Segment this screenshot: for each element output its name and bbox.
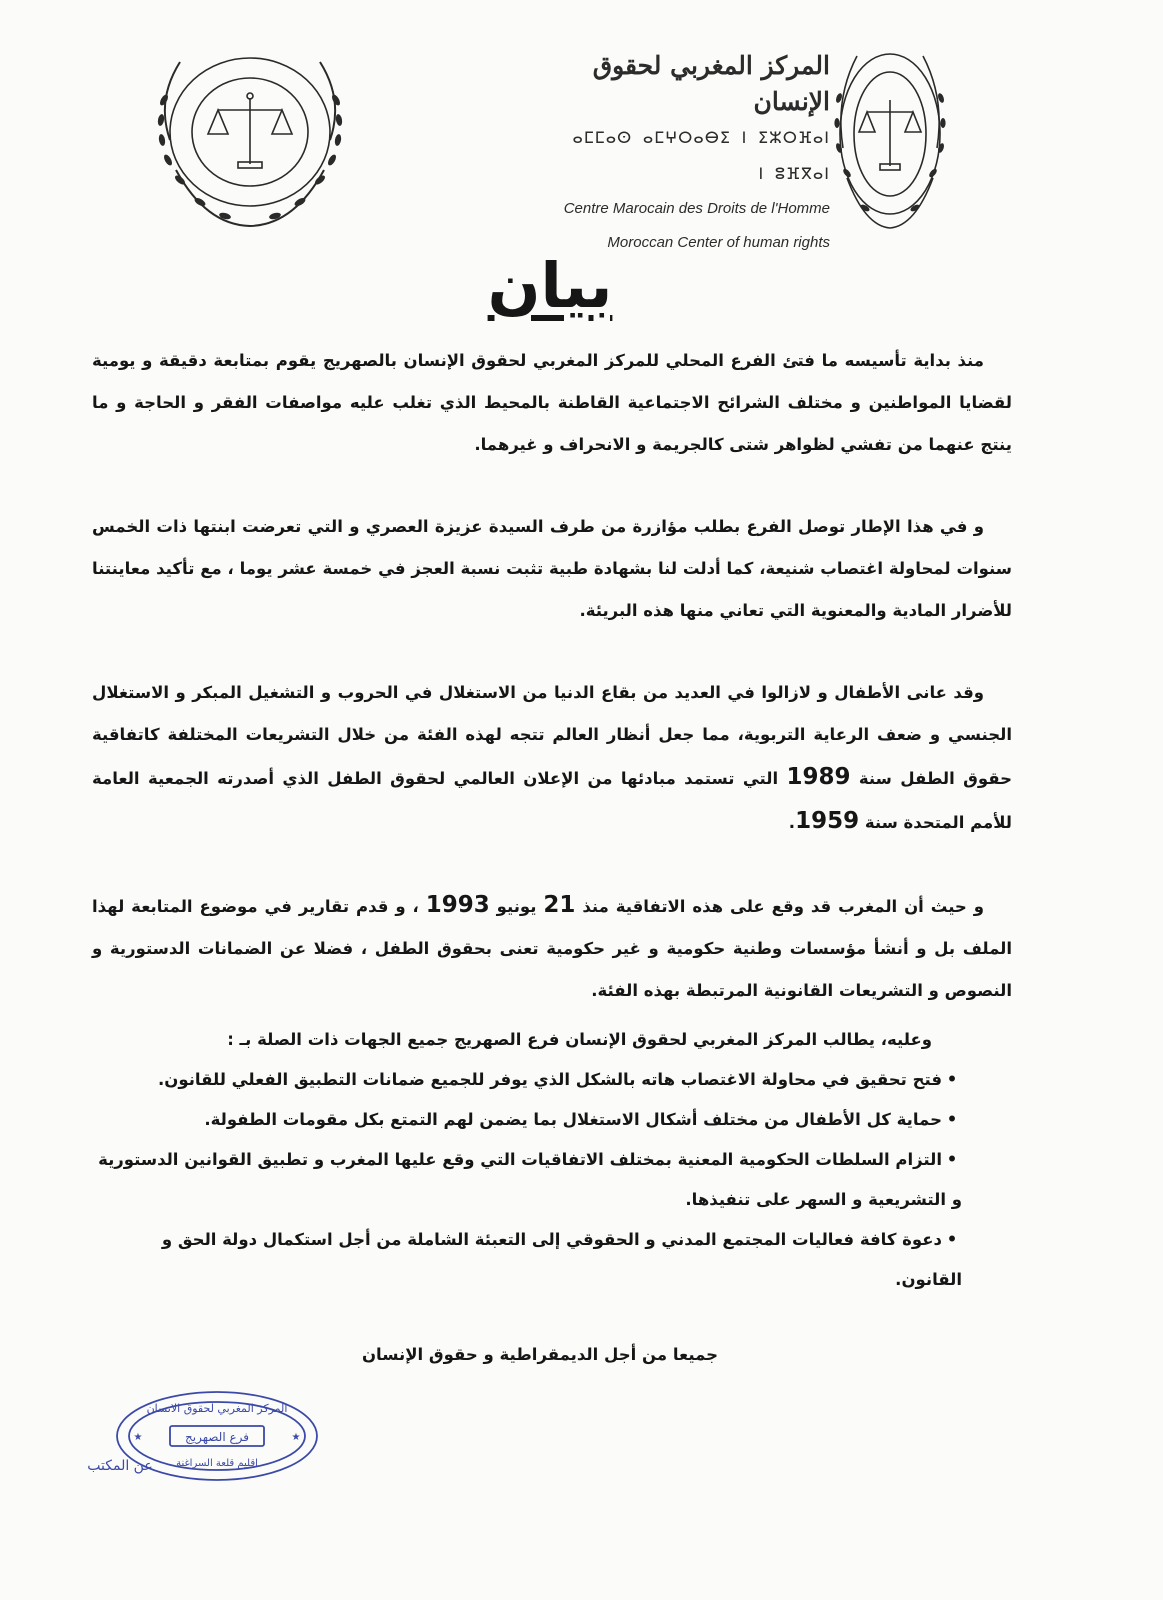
paragraph-3-end: .	[788, 813, 796, 832]
emblem-right-scales-logo	[825, 38, 955, 233]
paragraph-3-text-continued: التي تستمد مبادئها من الإعلان العالمي لحقوق الطفل الذي أصدرته الجمعية العامة للأمم المتحدة سنة	[92, 769, 1012, 832]
paragraph-2-text: و في هذا الإطار توصل الفرع بطلب مؤازرة من طرف السيدة عزيزة العصري و التي تعرضت ابنتها ذات الخمس سنوات لمحاولة اغتصاب شنيعة، كما أدلت لنا بشهادة طبية تثبت نسبة العجز في خمسة عشر يوما ، مع تأكيد معاينتنا للأضرار المادية والمعنوية التي تعاني منها هذه البريئة.	[92, 517, 1012, 620]
ratification-day: 21	[543, 892, 576, 918]
paragraph-3-text: وقد عانى الأطفال و لازالوا في العديد من بقاع الدنيا من الاستغلال في الحروب و التشغيل المبكر و الاستغلال الجنسي و ضعف الرعاية التربوية، مما جعل أنظار العالم تتجه لهذه الفئة من خلال التشريعات المختلفة كاتفاقية حقوق الطفل سنة	[92, 683, 1013, 788]
org-name-arabic: المركز المغربي لحقوق الإنسان	[592, 51, 830, 116]
bullet-icon: •	[946, 1110, 958, 1129]
demand-item	[92, 1100, 992, 1140]
star-icon: ★	[291, 1432, 301, 1443]
org-name-french: Centre Marocain des Droits de l'Homme	[563, 200, 830, 217]
paragraph-3	[92, 672, 1012, 844]
demand-item-text: دعوة كافة فعاليات المجتمع المدني و الحقوقي إلى التعبئة الشاملة من أجل استكمال دولة الحق و القانون.	[161, 1230, 962, 1289]
demand-item-text: حماية كل الأطفال من مختلف أشكال الاستغلال بما يضمن لهم التمتع بكل مقومات الطفولة.	[204, 1110, 942, 1129]
stamp-signature-line: عن المكتب	[87, 1458, 153, 1474]
paragraph-4	[92, 884, 1012, 1012]
demand-item-text: التزام السلطات الحكومية المعنية بمختلف الاتفاقيات التي وقع عليها المغرب و تطبيق القوانين الدستورية و التشريعية و السهر على تنفيذها.	[98, 1150, 962, 1209]
ratification-year: 1993	[425, 892, 490, 918]
demand-item-text: فتح تحقيق في محاولة الاغتصاب هاته بالشكل الذي يوفر للجميع ضمانات التطبيق الفعلي للقانون.	[158, 1070, 942, 1089]
demand-item	[92, 1060, 992, 1100]
stamp-org-text: المركز المغربي لحقوق الانسان	[146, 1402, 288, 1415]
demands-intro: وعليه، يطالب المركز المغربي لحقوق الإنسان فرع الصهريج جميع الجهات ذات الصلة بـ :	[227, 1030, 932, 1049]
paragraph-1-text: منذ بداية تأسيسه ما فتئ الفرع المحلي للمركز المغربي لحقوق الإنسان بالصهريج يقوم بمتابعة دقيقة و يومية لقضايا المواطنين و مختلف الشرائح الاجتماعية القاطنة بالمحيط الذي تغلب عليه مواصفات الفقر و الحاجة و ما ينتج عنهما من تفشي لظواهر شتى كالجريمة و الانحراف و غيرهما.	[92, 351, 1012, 454]
org-name-english: Moroccan Center of human rights	[607, 234, 830, 251]
paragraph-4-text: و حيث أن المغرب قد وقع على هذه الاتفاقية منذ	[575, 897, 984, 916]
stamp-branch-text: فرع الصهريج	[185, 1430, 249, 1444]
demand-item	[92, 1220, 992, 1300]
bullet-icon: •	[946, 1150, 958, 1169]
org-letterhead	[560, 48, 830, 260]
paragraph-4-text-continued: ، و قدم تقارير في موضوع المتابعة لهذا الملف بل و أنشأ مؤسسات وطنية حكومية و غير حكومية تعنى بحقوق الطفل ، فضلا عن الضمانات الدستورية و النصوص و التشريعات القانونية المرتبطة بهذه الفئة.	[92, 897, 1012, 1000]
demands-list	[92, 1060, 992, 1300]
year-declaration: 1959	[795, 808, 860, 834]
bullet-icon: •	[946, 1230, 958, 1249]
page-title: بيان	[487, 249, 613, 322]
paragraph-2	[92, 506, 1012, 632]
statement-body	[92, 340, 1012, 1052]
paragraph-1	[92, 340, 1012, 466]
star-icon: ★	[133, 1432, 143, 1443]
year-convention: 1989	[786, 764, 851, 790]
demand-item	[92, 1140, 992, 1220]
demands-section	[92, 1020, 992, 1300]
closing-slogan: جميعا من أجل الديمقراطية و حقوق الإنسان	[361, 1345, 719, 1364]
org-name-tifinagh: ⴰⵎⵎⴰⵙ ⴰⵎⵖⵔⴰⴱⵉ ⵏ ⵉⵣⵔⴼⴰⵏ ⵏ ⵓⴼⴳⴰⵏ	[572, 128, 830, 183]
stamp-region-text: اقليم قلعة السراغنة	[176, 1458, 258, 1469]
ratification-month: يونيو	[489, 897, 544, 916]
bullet-icon: •	[946, 1070, 958, 1089]
emblem-left-scales-logo	[140, 40, 360, 230]
